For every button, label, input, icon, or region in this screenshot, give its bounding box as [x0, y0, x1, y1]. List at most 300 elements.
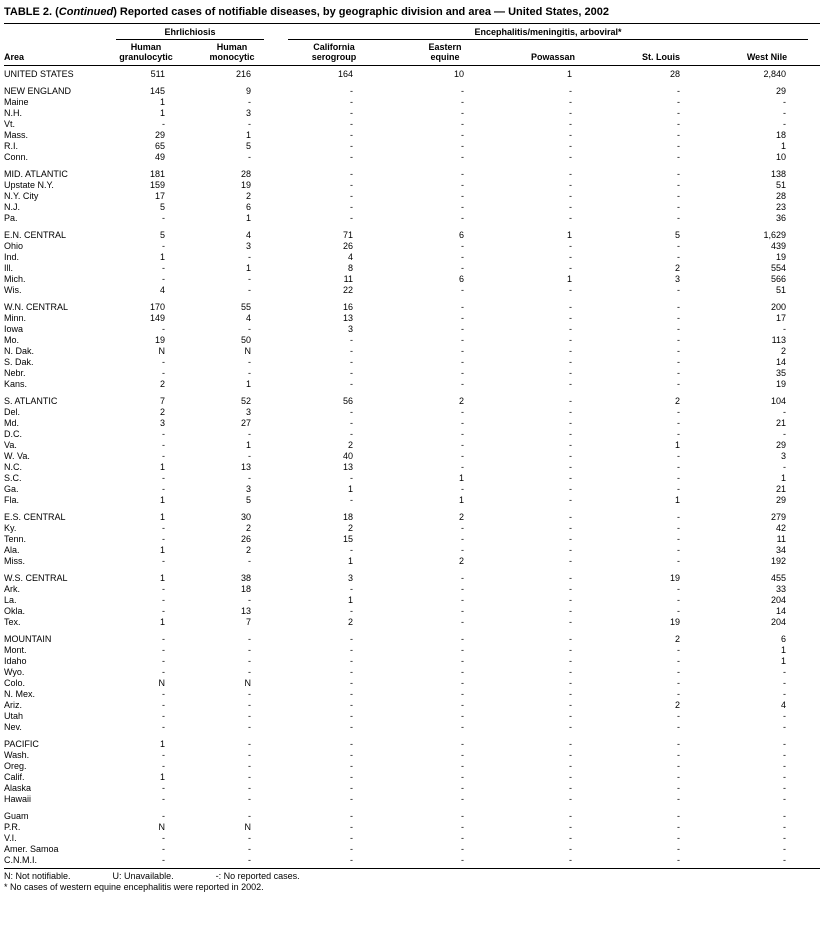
- value-cell: [104, 606, 188, 617]
- value: -: [350, 739, 353, 749]
- value-cell: [188, 811, 276, 822]
- value-cell: [276, 130, 392, 141]
- value: -: [569, 667, 572, 677]
- value: 2: [347, 440, 353, 450]
- value: 11: [343, 274, 353, 284]
- value: -: [569, 379, 572, 389]
- value: 16: [342, 302, 353, 312]
- value-cell: [498, 645, 608, 656]
- table-row: [4, 634, 820, 645]
- value-cell: [392, 335, 498, 346]
- value-cell: [188, 130, 276, 141]
- value-cell: [608, 678, 714, 689]
- value: -: [783, 855, 787, 865]
- value: 216: [235, 69, 251, 79]
- value-cell: [104, 152, 188, 163]
- value: 42: [776, 523, 787, 533]
- value: 8: [347, 263, 353, 273]
- value: -: [162, 833, 165, 843]
- value-cell: [498, 484, 608, 495]
- value-cell: [608, 169, 714, 180]
- value-cell: [498, 822, 608, 833]
- value: 4: [245, 313, 251, 323]
- value-cell: [498, 656, 608, 667]
- value-cell: [392, 86, 498, 97]
- value: -: [162, 241, 165, 251]
- column-header-line: Eastern: [428, 42, 462, 52]
- column-header-line: West Nile: [746, 52, 788, 62]
- value: -: [461, 462, 464, 472]
- value-cell: [714, 368, 820, 379]
- value: -: [350, 346, 353, 356]
- value-cell: [276, 750, 392, 761]
- value-cell: [392, 495, 498, 506]
- value: -: [461, 534, 464, 544]
- table-title-continued: Continued: [58, 6, 114, 18]
- value-cell: [104, 180, 188, 191]
- column-header-line: California: [313, 42, 355, 52]
- value: -: [350, 656, 353, 666]
- value: -: [677, 302, 680, 312]
- value: 279: [770, 512, 787, 522]
- value-cell: [392, 783, 498, 794]
- value-cell: [608, 313, 714, 324]
- value: 1: [245, 263, 251, 273]
- value-cell: [188, 241, 276, 252]
- value-cell: [276, 191, 392, 202]
- value: -: [248, 324, 251, 334]
- value-cell: [392, 722, 498, 733]
- table-row: [4, 346, 820, 357]
- value: -: [248, 855, 251, 865]
- value: -: [677, 656, 680, 666]
- value: -: [350, 606, 353, 616]
- value-cell: [714, 822, 820, 833]
- value-cell: [498, 213, 608, 224]
- value: 52: [240, 396, 251, 406]
- area-cell: Ark.: [4, 584, 21, 594]
- value: 13: [240, 462, 251, 472]
- value-cell: [608, 584, 714, 595]
- value-cell: [188, 645, 276, 656]
- value-cell: [608, 274, 714, 285]
- table-title-suffix: ) Reported cases of notifiable diseases, by geographic division and area — United States, 2002: [113, 6, 609, 18]
- value: -: [677, 512, 680, 522]
- area-cell: N.H.: [4, 108, 22, 118]
- value: 1: [566, 69, 572, 79]
- table-row: [4, 66, 820, 81]
- value-cell: [498, 86, 608, 97]
- value: 3: [347, 324, 353, 334]
- value: -: [248, 783, 251, 793]
- value-cell: [104, 750, 188, 761]
- value-cell: [188, 462, 276, 473]
- table-row: [4, 241, 820, 252]
- value-cell: [608, 252, 714, 263]
- value: -: [569, 241, 572, 251]
- value-cell: [276, 667, 392, 678]
- value: -: [461, 440, 464, 450]
- value-cell: [188, 346, 276, 357]
- value: -: [248, 429, 251, 439]
- value: -: [569, 252, 572, 262]
- value-cell: [276, 595, 392, 606]
- value-cell: [104, 241, 188, 252]
- value: -: [569, 556, 572, 566]
- value-cell: [498, 523, 608, 534]
- value-cell: [392, 252, 498, 263]
- value: -: [783, 678, 787, 688]
- value: -: [350, 794, 353, 804]
- value: N: [244, 822, 251, 832]
- footnote-asterisk: * No cases of western equine encephalitis were reported in 2002.: [4, 882, 264, 892]
- table-row: [4, 473, 820, 484]
- value-cell: [608, 191, 714, 202]
- value: -: [461, 595, 464, 605]
- value-cell: [188, 534, 276, 545]
- value: -: [248, 794, 251, 804]
- value: 21: [776, 418, 787, 428]
- value-cell: [608, 86, 714, 97]
- value-cell: [714, 396, 820, 407]
- value: -: [677, 844, 680, 854]
- value: N: [244, 678, 251, 688]
- value: 3: [781, 451, 787, 461]
- table-row: [4, 700, 820, 711]
- value-cell: [498, 379, 608, 390]
- value: -: [677, 711, 680, 721]
- value: -: [677, 429, 680, 439]
- value: -: [461, 97, 464, 107]
- value-cell: [104, 66, 188, 81]
- value-cell: [104, 97, 188, 108]
- value-cell: [392, 368, 498, 379]
- table-row: [4, 844, 820, 855]
- value: -: [569, 844, 572, 854]
- value-cell: [498, 855, 608, 866]
- value: -: [162, 263, 165, 273]
- value: 5: [245, 141, 251, 151]
- value-cell: [276, 556, 392, 567]
- value-cell: [392, 66, 498, 81]
- value: -: [248, 285, 251, 295]
- value-cell: [276, 202, 392, 213]
- value: -: [461, 584, 464, 594]
- value-cell: [104, 617, 188, 628]
- value-cell: [714, 324, 820, 335]
- value-cell: [608, 285, 714, 296]
- table-row: [4, 418, 820, 429]
- value: 6: [245, 202, 251, 212]
- value: -: [677, 722, 680, 732]
- area-cell: Mont.: [4, 645, 27, 655]
- value-cell: [104, 324, 188, 335]
- value-cell: [608, 739, 714, 750]
- table-row: [4, 368, 820, 379]
- area-cell: E.S. CENTRAL: [4, 512, 66, 522]
- value-cell: [188, 396, 276, 407]
- value: -: [783, 429, 787, 439]
- value-cell: [188, 313, 276, 324]
- value: 27: [240, 418, 251, 428]
- value: -: [350, 357, 353, 367]
- value: -: [461, 700, 464, 710]
- column-header-california-serogroup: [276, 40, 392, 66]
- value-cell: [392, 263, 498, 274]
- column-header-line: monocytic: [209, 52, 255, 62]
- value-cell: [276, 396, 392, 407]
- value-cell: [188, 86, 276, 97]
- value-cell: [608, 440, 714, 451]
- value: -: [248, 645, 251, 655]
- area-cell: Del.: [4, 407, 21, 417]
- value-cell: [104, 534, 188, 545]
- value: 192: [770, 556, 787, 566]
- value-cell: [714, 783, 820, 794]
- value-cell: [498, 119, 608, 130]
- table-row: [4, 822, 820, 833]
- column-header-line: Powassan: [530, 52, 576, 62]
- area-cell: Calif.: [4, 772, 25, 782]
- value-cell: [498, 451, 608, 462]
- table-row: [4, 396, 820, 407]
- area-cell: Ill.: [4, 263, 13, 273]
- value-cell: [714, 418, 820, 429]
- value: 30: [240, 512, 251, 522]
- value-cell: [608, 772, 714, 783]
- value-cell: [392, 645, 498, 656]
- value: -: [461, 335, 464, 345]
- value-cell: [714, 263, 820, 274]
- table-row: [4, 451, 820, 462]
- value: -: [569, 678, 572, 688]
- value: -: [677, 794, 680, 804]
- value-cell: [608, 202, 714, 213]
- area-cell: C.N.M.I.: [4, 855, 37, 865]
- area-cell: Ind.: [4, 252, 20, 262]
- value: -: [248, 274, 251, 284]
- value-cell: [498, 772, 608, 783]
- value-cell: [104, 191, 188, 202]
- value-cell: [104, 700, 188, 711]
- value: -: [569, 368, 572, 378]
- value: -: [461, 202, 464, 212]
- value: -: [569, 346, 572, 356]
- value-cell: [608, 556, 714, 567]
- value-cell: [276, 822, 392, 833]
- table-row: [4, 152, 820, 163]
- value: 15: [342, 534, 353, 544]
- value: -: [569, 617, 572, 627]
- value: 4: [245, 230, 251, 240]
- value: 439: [770, 241, 787, 251]
- value: -: [569, 302, 572, 312]
- value: -: [162, 656, 165, 666]
- table-row: [4, 689, 820, 700]
- value-cell: [498, 711, 608, 722]
- value: -: [162, 634, 165, 644]
- value-cell: [276, 418, 392, 429]
- value: -: [569, 534, 572, 544]
- value-cell: [608, 595, 714, 606]
- value-cell: [608, 711, 714, 722]
- value: 200: [770, 302, 787, 312]
- value-cell: [188, 379, 276, 390]
- value-cell: [498, 130, 608, 141]
- value: -: [677, 645, 680, 655]
- value-cell: [714, 274, 820, 285]
- value: -: [461, 783, 464, 793]
- value-cell: [498, 202, 608, 213]
- value-cell: [188, 656, 276, 667]
- value-cell: [498, 429, 608, 440]
- value-cell: [714, 495, 820, 506]
- value-cell: [276, 368, 392, 379]
- value-cell: [498, 844, 608, 855]
- value-cell: [714, 645, 820, 656]
- value-cell: [188, 711, 276, 722]
- value-cell: [392, 739, 498, 750]
- value-cell: [498, 241, 608, 252]
- value-cell: [276, 86, 392, 97]
- value-cell: [608, 418, 714, 429]
- column-header-human-granulocytic: [104, 40, 188, 66]
- value-cell: [608, 722, 714, 733]
- value-cell: [392, 811, 498, 822]
- value: 10: [453, 69, 464, 79]
- value: -: [350, 545, 353, 555]
- value: -: [350, 368, 353, 378]
- value: -: [461, 523, 464, 533]
- value-cell: [276, 285, 392, 296]
- value-cell: [104, 252, 188, 263]
- value-cell: [714, 606, 820, 617]
- value: 2,840: [763, 69, 787, 79]
- group-header-spacer: [4, 25, 104, 40]
- value: -: [677, 606, 680, 616]
- value-cell: [188, 407, 276, 418]
- value: 7: [245, 617, 251, 627]
- value-cell: [498, 302, 608, 313]
- value-cell: [188, 368, 276, 379]
- value: -: [783, 324, 787, 334]
- value-cell: [188, 202, 276, 213]
- value: -: [461, 119, 464, 129]
- area-cell: Wis.: [4, 285, 22, 295]
- value: -: [350, 473, 353, 483]
- value-cell: [104, 656, 188, 667]
- value-cell: [608, 512, 714, 523]
- value: 1: [159, 512, 165, 522]
- area-cell: Okla.: [4, 606, 26, 616]
- value: -: [677, 523, 680, 533]
- value-cell: [498, 584, 608, 595]
- value-cell: [188, 556, 276, 567]
- value: -: [569, 833, 572, 843]
- value-cell: [276, 495, 392, 506]
- table-row: [4, 833, 820, 844]
- value-cell: [188, 545, 276, 556]
- value: -: [162, 761, 165, 771]
- value: 50: [240, 335, 251, 345]
- value-cell: [104, 772, 188, 783]
- value-cell: [608, 794, 714, 805]
- value: 1: [245, 440, 251, 450]
- value: -: [248, 357, 251, 367]
- value: -: [783, 811, 787, 821]
- area-cell: Mass.: [4, 130, 29, 140]
- value-cell: [276, 794, 392, 805]
- value-cell: [608, 545, 714, 556]
- value: -: [783, 97, 787, 107]
- value-cell: [498, 274, 608, 285]
- value: -: [569, 97, 572, 107]
- value: 3: [159, 418, 165, 428]
- value-cell: [188, 595, 276, 606]
- value-cell: [188, 440, 276, 451]
- value: 40: [342, 451, 353, 461]
- value: -: [248, 152, 251, 162]
- value: -: [248, 689, 251, 699]
- value-cell: [276, 429, 392, 440]
- value-cell: [498, 512, 608, 523]
- value: 65: [154, 141, 165, 151]
- value: -: [461, 108, 464, 118]
- value-cell: [714, 700, 820, 711]
- value: -: [162, 689, 165, 699]
- value-cell: [188, 169, 276, 180]
- value: -: [783, 667, 787, 677]
- value: -: [461, 418, 464, 428]
- value: 2: [347, 617, 353, 627]
- area-cell: R.I.: [4, 141, 19, 151]
- column-header-line: serogroup: [311, 52, 357, 62]
- value: -: [569, 396, 572, 406]
- value-cell: [608, 822, 714, 833]
- value-cell: [392, 844, 498, 855]
- value: -: [461, 761, 464, 771]
- value: 13: [342, 462, 353, 472]
- value-cell: [392, 202, 498, 213]
- value: -: [461, 645, 464, 655]
- value: -: [677, 473, 680, 483]
- value-cell: [498, 722, 608, 733]
- value: -: [350, 191, 353, 201]
- value-cell: [714, 667, 820, 678]
- value: -: [350, 783, 353, 793]
- value-cell: [498, 689, 608, 700]
- value-cell: [104, 263, 188, 274]
- table-row: [4, 667, 820, 678]
- value: -: [677, 368, 680, 378]
- value-cell: [392, 689, 498, 700]
- value-cell: [714, 86, 820, 97]
- table-row: [4, 750, 820, 761]
- value-cell: [392, 617, 498, 628]
- value: -: [248, 667, 251, 677]
- value: -: [461, 750, 464, 760]
- value: -: [569, 141, 572, 151]
- value: -: [677, 213, 680, 223]
- value-cell: [608, 241, 714, 252]
- value-cell: [188, 739, 276, 750]
- value-cell: [392, 429, 498, 440]
- value: 1: [159, 462, 165, 472]
- table-row: [4, 772, 820, 783]
- area-cell: Md.: [4, 418, 20, 428]
- value: -: [569, 711, 572, 721]
- value: -: [569, 855, 572, 865]
